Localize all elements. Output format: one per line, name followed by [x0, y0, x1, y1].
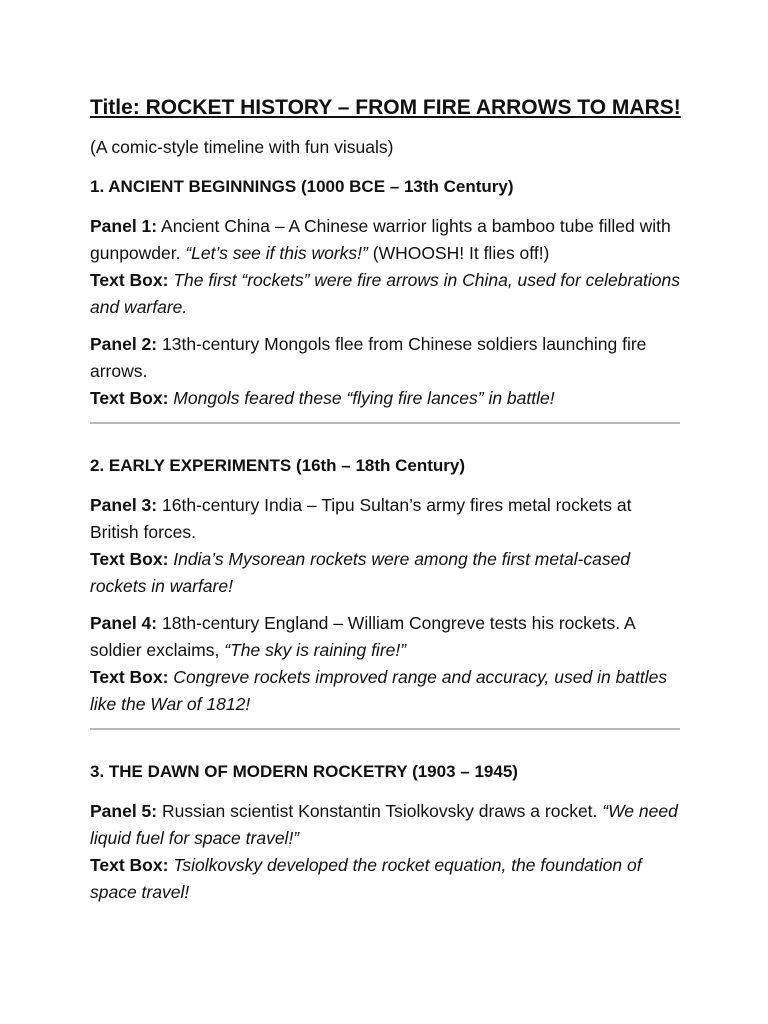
document-title: Title: ROCKET HISTORY – FROM FIRE ARROWS TO MARS!	[90, 96, 681, 119]
panel-quote: “Let’s see if this works!”	[185, 243, 368, 264]
panel-label: Panel 4:	[90, 613, 158, 634]
panel-3	[90, 492, 680, 600]
section-heading: 3. THE DAWN OF MODERN ROCKETRY (1903 – 1945)	[90, 762, 518, 782]
panel-1	[90, 213, 680, 321]
panel-5	[90, 798, 680, 906]
textbox-text: Congreve rockets improved range and accuracy, used in battles like the War of 1812!	[90, 667, 668, 715]
panel-text-after: (WHOOSH! It flies off!)	[367, 243, 550, 264]
panel-label: Panel 5:	[90, 801, 158, 822]
panel-label: Panel 2:	[90, 334, 158, 355]
section-heading: 1. ANCIENT BEGINNINGS (1000 BCE – 13th Century)	[90, 177, 514, 197]
panel-quote: “The sky is raining fire!”	[224, 640, 407, 661]
panel-text: Russian scientist Konstantin Tsiolkovsky draws a rocket.	[157, 801, 603, 822]
section-divider	[90, 728, 680, 730]
section-divider	[90, 422, 680, 424]
textbox-label: Text Box:	[90, 667, 169, 688]
textbox-label: Text Box:	[90, 855, 169, 876]
panel-label: Panel 1:	[90, 216, 158, 237]
panel-4	[90, 610, 680, 718]
panel-text: Ancient China – A Chinese warrior lights a bamboo tube filled with gunpowder.	[90, 216, 671, 264]
textbox-label: Text Box:	[90, 388, 169, 409]
panel-text: 13th-century Mongols flee from Chinese soldiers launching fire arrows.	[90, 334, 647, 382]
textbox-text: India’s Mysorean rockets were among the first metal-cased rockets in warfare!	[90, 549, 631, 597]
textbox-text: Tsiolkovsky developed the rocket equation, the foundation of space travel!	[90, 855, 642, 903]
textbox-text: Mongols feared these “flying fire lances” in battle!	[168, 388, 555, 409]
textbox-text: The first “rockets” were fire arrows in China, used for celebrations and warfare.	[90, 270, 681, 318]
textbox-label: Text Box:	[90, 549, 169, 570]
document-body	[90, 94, 680, 916]
panel-text: 16th-century India – Tipu Sultan’s army fires metal rockets at British forces.	[90, 495, 632, 543]
panel-text: 18th-century England – William Congreve tests his rockets. A soldier exclaims,	[90, 613, 635, 661]
panel-label: Panel 3:	[90, 495, 158, 516]
panel-quote: “We need liquid fuel for space travel!”	[90, 801, 678, 849]
section-heading: 2. EARLY EXPERIMENTS (16th – 18th Century)	[90, 456, 466, 476]
panel-2	[90, 331, 680, 412]
textbox-label: Text Box:	[90, 270, 169, 291]
document-subtitle: (A comic-style timeline with fun visuals)	[90, 137, 394, 158]
